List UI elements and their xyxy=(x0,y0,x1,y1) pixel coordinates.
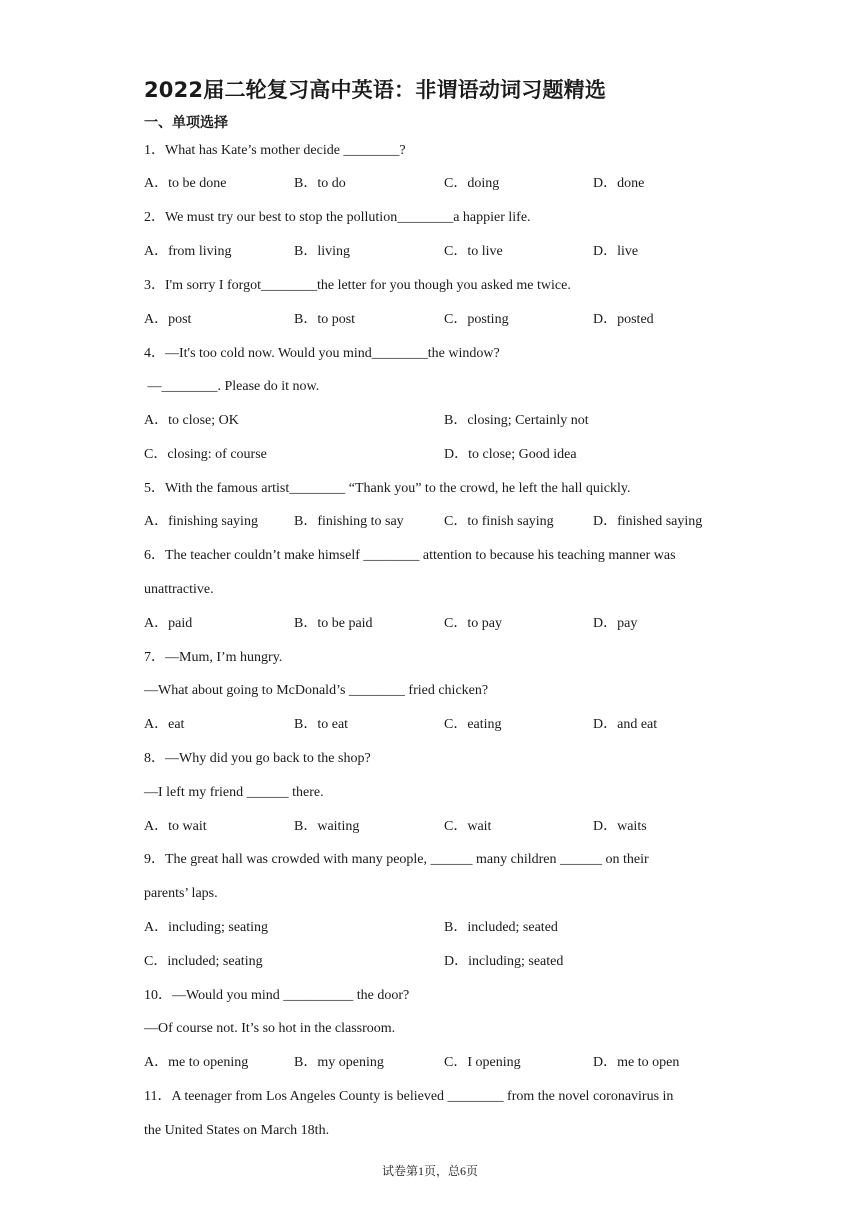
question-10-stem-line-2: —Of course not. It’s so hot in the classroom. xyxy=(144,1021,396,1036)
question-10-option-a: A．me to opening xyxy=(144,1055,249,1070)
question-11-stem-line-2: the United States on March 18th. xyxy=(144,1123,330,1138)
question-8-option-a: A．to wait xyxy=(144,819,207,834)
question-2-stem: 2．We must try our best to stop the pollution________a happier life. xyxy=(144,210,531,225)
question-3-option-d: D．posted xyxy=(593,312,654,327)
section-heading: 一、单项选择 xyxy=(144,115,228,131)
question-10-option-d: D．me to open xyxy=(593,1055,680,1070)
question-6-stem-line-2: unattractive. xyxy=(144,582,214,597)
question-3-option-a: A．post xyxy=(144,312,192,327)
question-9-option-d: D．including; seated xyxy=(444,954,564,969)
question-4-option-d: D．to close; Good idea xyxy=(444,447,577,462)
question-2-option-c: C．to live xyxy=(444,244,503,259)
question-6-option-d: D．pay xyxy=(593,616,638,631)
question-1-option-b: B．to do xyxy=(294,176,346,191)
question-6-option-a: A．paid xyxy=(144,616,193,631)
question-7-stem: 7．—Mum, I’m hungry. xyxy=(144,650,283,665)
question-1-option-c: C．doing xyxy=(444,176,500,191)
question-10-option-c: C．I opening xyxy=(444,1055,521,1070)
question-3-option-c: C．posting xyxy=(444,312,509,327)
question-3-option-b: B．to post xyxy=(294,312,356,327)
question-7-option-b: B．to eat xyxy=(294,717,349,732)
question-7-option-c: C．eating xyxy=(444,717,502,732)
question-4-option-b: B．closing; Certainly not xyxy=(444,413,589,428)
question-4-stem-line-2: —________. Please do it now. xyxy=(144,379,320,394)
question-8-option-b: B．waiting xyxy=(294,819,360,834)
question-4-stem: 4．—It's too cold now. Would you mind________the window? xyxy=(144,346,500,361)
question-1-option-d: D．done xyxy=(593,176,645,191)
page-title: 2022届二轮复习高中英语：非谓语动词习题精选 xyxy=(144,78,607,102)
question-8-stem: 8．—Why did you go back to the shop? xyxy=(144,751,371,766)
question-5-option-c: C．to finish saying xyxy=(444,514,554,529)
question-2-option-a: A．from living xyxy=(144,244,232,259)
question-7-stem-line-2: —What about going to McDonald’s ________ fried chicken? xyxy=(144,683,489,698)
question-5-stem: 5．With the famous artist________ “Thank you” to the crowd, he left the hall quickly. xyxy=(144,481,631,496)
question-2-option-b: B．living xyxy=(294,244,351,259)
question-10-stem: 10．—Would you mind __________ the door? xyxy=(144,988,410,1003)
question-1-stem: 1．What has Kate’s mother decide ________? xyxy=(144,143,406,158)
question-9-option-a: A．including; seating xyxy=(144,920,269,935)
question-7-option-d: D．and eat xyxy=(593,717,658,732)
question-6-stem: 6．The teacher couldn’t make himself ________ attention to because his teaching manner was xyxy=(144,548,676,563)
question-5-option-d: D．finished saying xyxy=(593,514,703,529)
question-9-option-b: B．included; seated xyxy=(444,920,558,935)
question-5-option-b: B．finishing to say xyxy=(294,514,404,529)
question-9-stem-line-2: parents’ laps. xyxy=(144,886,218,901)
question-11-stem: 11．A teenager from Los Angeles County is believed ________ from the novel coronavirus in xyxy=(144,1089,674,1104)
question-8-stem-line-2: —I left my friend ______ there. xyxy=(144,785,324,800)
question-3-stem: 3．I'm sorry I forgot________the letter for you though you asked me twice. xyxy=(144,278,571,293)
question-5-option-a: A．finishing saying xyxy=(144,514,258,529)
question-2-option-d: D．live xyxy=(593,244,639,259)
question-9-option-c: C．included; seating xyxy=(144,954,263,969)
question-4-option-c: C．closing: of course xyxy=(144,447,267,462)
page-footer: 试卷第1页，总6页 xyxy=(381,1164,478,1178)
question-4-option-a: A．to close; OK xyxy=(144,413,239,428)
question-9-stem: 9．The great hall was crowded with many people, ______ many children ______ on their xyxy=(144,852,649,867)
question-7-option-a: A．eat xyxy=(144,717,185,732)
question-8-option-c: C．wait xyxy=(444,819,492,834)
question-6-option-c: C．to pay xyxy=(444,616,502,631)
question-10-option-b: B．my opening xyxy=(294,1055,384,1070)
question-1-option-a: A．to be done xyxy=(144,176,227,191)
question-6-option-b: B．to be paid xyxy=(294,616,373,631)
question-8-option-d: D．waits xyxy=(593,819,647,834)
